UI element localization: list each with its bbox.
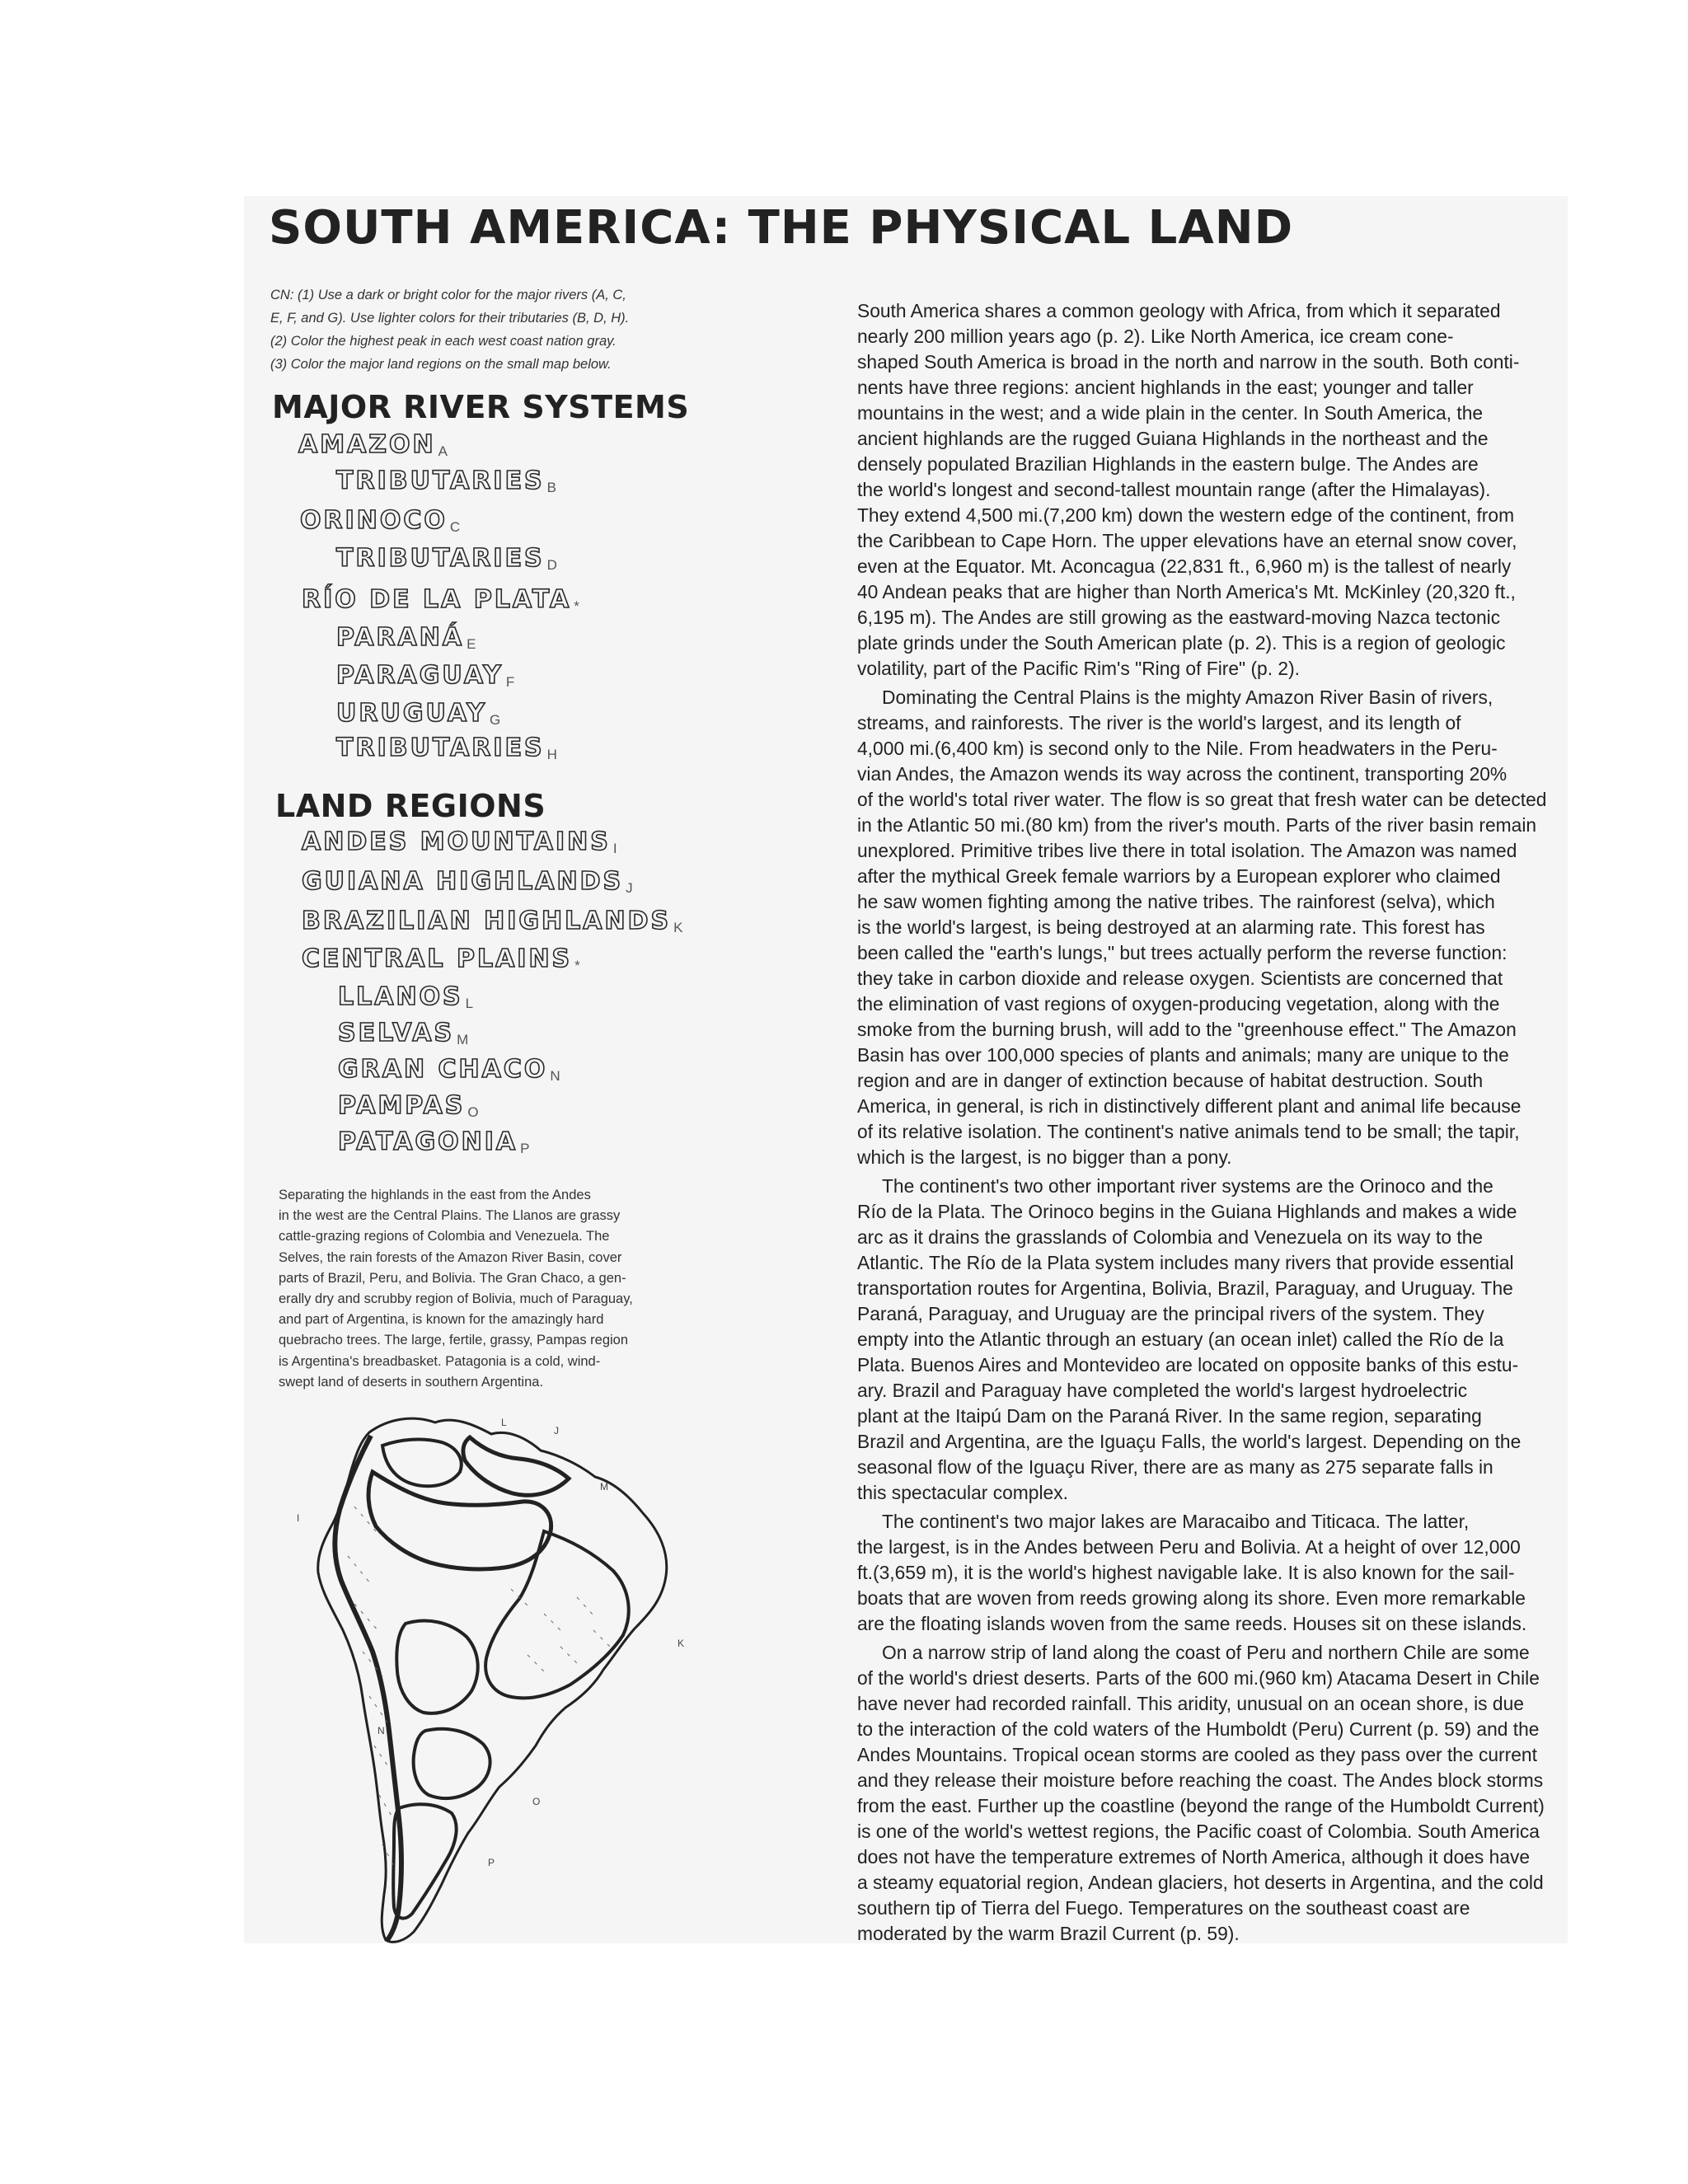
land-region-letter: O: [467, 1104, 479, 1120]
land-regions-heading: LAND REGIONS: [275, 788, 546, 824]
river-name: TRIBUTARIES: [336, 466, 545, 495]
river-letter: D: [546, 557, 557, 573]
land-region-name: SELVAS: [338, 1019, 455, 1047]
river-letter: *: [574, 598, 579, 614]
land-region-item: [338, 982, 473, 1012]
text-line: does not have the temperature extremes of North America, although it does have: [857, 1846, 1531, 1868]
text-line: this spectacular complex.: [857, 1482, 1068, 1503]
text-line: region and are in danger of extinction because of habitat destruction. South: [857, 1070, 1484, 1091]
map-label: I: [297, 1512, 300, 1524]
land-region-item: [338, 1127, 529, 1157]
text-line: Andes Mountains. Tropical ocean storms are cooled as they pass over the current: [857, 1744, 1537, 1765]
text-line: is one of the world's wettest regions, the Pacific coast of Colombia. South America: [857, 1821, 1540, 1842]
text-line: the world's longest and second-tallest mountain range (after the Himalayas).: [857, 479, 1491, 500]
text-line: he saw women fighting among the native tribes. The rainforest (selva), which: [857, 891, 1495, 912]
river-item: [298, 430, 448, 460]
land-region-item: [338, 1019, 468, 1048]
text-line: which is the largest, is no bigger than a pony.: [857, 1146, 1232, 1168]
river-item: [336, 623, 476, 653]
text-line: Paraná, Paraguay, and Uruguay are the principal rivers of the system. They: [857, 1303, 1484, 1324]
river-name: RÍO DE LA PLATA: [302, 585, 572, 614]
land-region-name: LLANOS: [338, 982, 463, 1011]
description-line: is Argentina's breadbasket. Patagonia is a cold, wind-: [279, 1353, 601, 1369]
text-line: from the east. Further up the coastline (beyond the range of the Humboldt Current): [857, 1795, 1545, 1816]
text-line: boats that are woven from reeds growing along its shore. Even more remarkable: [857, 1587, 1526, 1609]
text-line: unexplored. Primitive tribes live there in total isolation. The Amazon was named: [857, 840, 1517, 861]
text-line: and they release their moisture before reaching the coast. The Andes block storms: [857, 1769, 1544, 1791]
land-region-letter: M: [457, 1032, 469, 1047]
land-region-letter: I: [612, 841, 617, 856]
text-line: plant at the Itaipú Dam on the Paraná River. In the same region, separating: [857, 1405, 1482, 1427]
land-region-letter: P: [520, 1141, 530, 1156]
river-letter: H: [546, 747, 557, 762]
land-region-letter: K: [673, 920, 683, 935]
text-line: 4,000 mi.(6,400 km) is second only to the Nile. From headwaters in the Peru-: [857, 738, 1498, 759]
text-line: mountains in the west; and a wide plain in the center. In South America, the: [857, 402, 1484, 424]
river-letter: G: [489, 712, 501, 728]
land-region-item: [338, 1091, 479, 1121]
text-line: streams, and rainforests. The river is the world's largest, and its length of: [857, 712, 1461, 733]
river-name: TRIBUTARIES: [336, 733, 545, 762]
text-line: Brazil and Argentina, are the Iguaçu Falls, the world's largest. Depending on the: [857, 1431, 1522, 1452]
paragraph: [857, 1174, 1573, 1506]
river-name: PARANÁ: [336, 623, 465, 652]
map-drawing: [297, 1408, 684, 1952]
river-item: [300, 506, 460, 536]
description-line: Separating the highlands in the east from the Andes: [279, 1188, 591, 1202]
text-line: of the world's total river water. The flow is so great that fresh water can be detected: [857, 789, 1547, 810]
text-line: ary. Brazil and Paraguay have completed the world's largest hydroelectric: [857, 1380, 1468, 1401]
description-line: quebracho trees. The large, fertile, grassy, Pampas region: [279, 1333, 629, 1348]
river-name: TRIBUTARIES: [336, 544, 545, 573]
land-region-letter: N: [550, 1068, 560, 1084]
river-letter: F: [505, 674, 515, 690]
text-line: shaped South America is broad in the north and narrow in the south. Both conti-: [857, 351, 1520, 373]
text-line: to the interaction of the cold waters of the Humboldt (Peru) Current (p. 59) and the: [857, 1718, 1540, 1740]
text-line: Plata. Buenos Aires and Montevideo are located on opposite banks of this estu-: [857, 1354, 1519, 1376]
description-line: parts of Brazil, Peru, and Bolivia. The Gran Chaco, a gen-: [279, 1270, 626, 1286]
description-line: Selves, the rain forests of the Amazon River Basin, cover: [279, 1249, 622, 1265]
text-line: Atlantic. The Río de la Plata system includes many rivers that provide essential: [857, 1252, 1514, 1273]
river-item: [336, 544, 557, 574]
text-line: in the Atlantic 50 mi.(80 km) from the river's mouth. Parts of the river basin remain: [857, 814, 1537, 836]
text-line: plate grinds under the South American plate (p. 2). This is a region of geologic: [857, 632, 1506, 654]
text-line: nearly 200 million years ago (p. 2). Like North America, ice cream cone-: [857, 326, 1454, 347]
text-line: southern tip of Tierra del Fuego. Temperatures on the southeast coast are: [857, 1897, 1470, 1919]
text-line: ft.(3,659 m), it is the world's highest navigable lake. It is also known for the sail-: [857, 1562, 1515, 1583]
river-letter: A: [438, 443, 448, 459]
river-item: [336, 466, 556, 496]
description-line: in the west are the Central Plains. The Llanos are grassy: [279, 1208, 621, 1224]
text-line: ancient highlands are the rugged Guiana Highlands in the northeast and the: [857, 428, 1489, 449]
land-region-letter: L: [465, 996, 474, 1011]
description-line: cattle-grazing regions of Colombia and Venezuela. The: [279, 1229, 610, 1244]
river-item: [302, 585, 579, 615]
land-region-name: GRAN CHACO: [338, 1055, 548, 1084]
text-line: empty into the Atlantic through an estuary (an ocean inlet) called the Río de la: [857, 1329, 1504, 1350]
text-line: seasonal flow of the Iguaçu River, there are as many as 275 separate falls in: [857, 1456, 1493, 1478]
river-name: PARAGUAY: [336, 661, 504, 690]
text-line: nents have three regions: ancient highlands in the east; younger and taller: [857, 377, 1474, 398]
text-line: of its relative isolation. The continent's native animals tend to be small; the tapir,: [857, 1121, 1520, 1142]
description-line: swept land of deserts in southern Argentina.: [279, 1374, 544, 1390]
land-region-name: BRAZILIAN HIGHLANDS: [302, 907, 672, 935]
instruction-line: CN: (1) Use a dark or bright color for the major rivers (A, C,: [270, 288, 626, 302]
text-line: the largest, is in the Andes between Peru and Bolivia. At a height of over 12,000: [857, 1536, 1521, 1558]
text-line: have never had recorded rainfall. This aridity, unusual on an ocean shore, is due: [857, 1693, 1524, 1714]
river-item: [336, 661, 514, 691]
paragraph: [857, 1509, 1573, 1637]
map-label: O: [532, 1796, 541, 1807]
text-line: even at the Equator. Mt. Aconcagua (22,831 ft., 6,960 m) is the tallest of nearly: [857, 555, 1512, 577]
map-label: L: [501, 1417, 507, 1428]
text-line: the Caribbean to Cape Horn. The upper elevations have an eternal snow cover,: [857, 530, 1517, 551]
text-line: arc as it drains the grasslands of Colombia and Venezuela on its way to the: [857, 1226, 1484, 1248]
text-line: been called the "earth's lungs," but trees actually perform the reverse function:: [857, 942, 1507, 963]
text-line: the elimination of vast regions of oxygen-producing vegetation, along with the: [857, 993, 1500, 1015]
river-letter: E: [467, 636, 476, 652]
land-regions-description: [279, 1185, 692, 1393]
text-line: The continent's two major lakes are Maracaibo and Titicaca. The latter,: [882, 1511, 1470, 1532]
map-label: P: [488, 1857, 495, 1868]
text-line: Dominating the Central Plains is the mighty Amazon River Basin of rivers,: [882, 687, 1493, 708]
text-line: Basin has over 100,000 species of plants and animals; many are unique to the: [857, 1044, 1509, 1066]
land-region-letter: *: [574, 958, 580, 973]
text-line: 40 Andean peaks that are higher than North America's Mt. McKinley (20,320 ft.,: [857, 581, 1516, 602]
land-region-name: CENTRAL PLAINS: [302, 944, 573, 973]
land-region-item: [302, 827, 617, 857]
text-line: are the floating islands woven from the same reeds. Houses sit on these islands.: [857, 1613, 1527, 1634]
text-line: after the mythical Greek female warriors by a European explorer who claimed: [857, 865, 1501, 887]
river-item: [336, 733, 557, 763]
land-region-name: PATAGONIA: [338, 1127, 518, 1156]
article-body: [857, 298, 1573, 1945]
map-label: K: [678, 1638, 684, 1649]
text-line: is the world's largest, is being destroyed at an alarming rate. This forest has: [857, 916, 1485, 938]
text-line: On a narrow strip of land along the coast of Peru and northern Chile are some: [882, 1642, 1530, 1663]
text-line: vian Andes, the Amazon wends its way across the continent, transporting 20%: [857, 763, 1507, 785]
page-title: SOUTH AMERICA: THE PHYSICAL LAND: [269, 201, 1294, 255]
instruction-line: (2) Color the highest peak in each west coast nation gray.: [270, 334, 617, 349]
description-line: and part of Argentina, is known for the amazingly hard: [279, 1312, 604, 1328]
text-line: a steamy equatorial region, Andean glaciers, hot deserts in Argentina, and the cold: [857, 1872, 1544, 1893]
land-region-name: GUIANA HIGHLANDS: [302, 867, 624, 896]
land-region-item: [302, 944, 580, 974]
text-line: of the world's driest deserts. Parts of the 600 mi.(960 km) Atacama Desert in Chile: [857, 1667, 1540, 1689]
river-letter: C: [449, 519, 461, 535]
text-line: South America shares a common geology with Africa, from which it separated: [857, 300, 1501, 321]
text-line: Río de la Plata. The Orinoco begins in the Guiana Highlands and makes a wide: [857, 1201, 1517, 1222]
text-line: densely populated Brazilian Highlands in the eastern bulge. The Andes are: [857, 453, 1479, 475]
text-line: 6,195 m). The Andes are still growing as the eastward-moving Nazca tectonic: [857, 607, 1501, 628]
river-letter: B: [546, 480, 557, 495]
text-line: smoke from the burning brush, will add to the "greenhouse effect." The Amazon: [857, 1019, 1517, 1040]
map-label: J: [554, 1425, 559, 1436]
land-region-item: [302, 867, 633, 897]
land-region-letter: J: [626, 880, 633, 896]
land-region-name: PAMPAS: [338, 1091, 466, 1120]
instruction-line: E, F, and G). Use lighter colors for their tributaries (B, D, H).: [270, 311, 630, 326]
instruction-line: (3) Color the major land regions on the small map below.: [270, 357, 612, 372]
paragraph: [857, 685, 1573, 1170]
text-line: The continent's two other important river systems are the Orinoco and the: [882, 1175, 1493, 1197]
land-region-name: ANDES MOUNTAINS: [302, 827, 611, 856]
text-line: they take in carbon dioxide and release oxygen. Scientists are concerned that: [857, 968, 1503, 989]
text-line: They extend 4,500 mi.(7,200 km) down the western edge of the continent, from: [857, 504, 1515, 526]
text-line: moderated by the warm Brazil Current (p. 59).: [857, 1923, 1240, 1944]
land-region-item: [302, 907, 682, 936]
text-line: America, in general, is rich in distinctively different plant and animal life because: [857, 1095, 1522, 1117]
coloring-instructions: [270, 284, 699, 376]
river-name: URUGUAY: [336, 699, 487, 728]
rivers-heading: MAJOR RIVER SYSTEMS: [272, 389, 690, 425]
text-line: volatility, part of the Pacific Rim's "Ring of Fire" (p. 2).: [857, 658, 1301, 679]
river-name: AMAZON: [298, 430, 436, 459]
map-label: N: [377, 1725, 385, 1736]
description-line: erally dry and scrubby region of Bolivia, much of Paraguay,: [279, 1291, 633, 1307]
map-label: M: [600, 1481, 608, 1493]
text-line: transportation routes for Argentina, Bolivia, Brazil, Paraguay, and Uruguay. The: [857, 1277, 1513, 1299]
paragraph: [857, 298, 1573, 682]
land-region-item: [338, 1055, 560, 1085]
river-item: [336, 699, 500, 729]
south-america-map: [297, 1408, 684, 1952]
river-name: ORINOCO: [300, 506, 448, 535]
paragraph: [857, 1640, 1573, 1945]
